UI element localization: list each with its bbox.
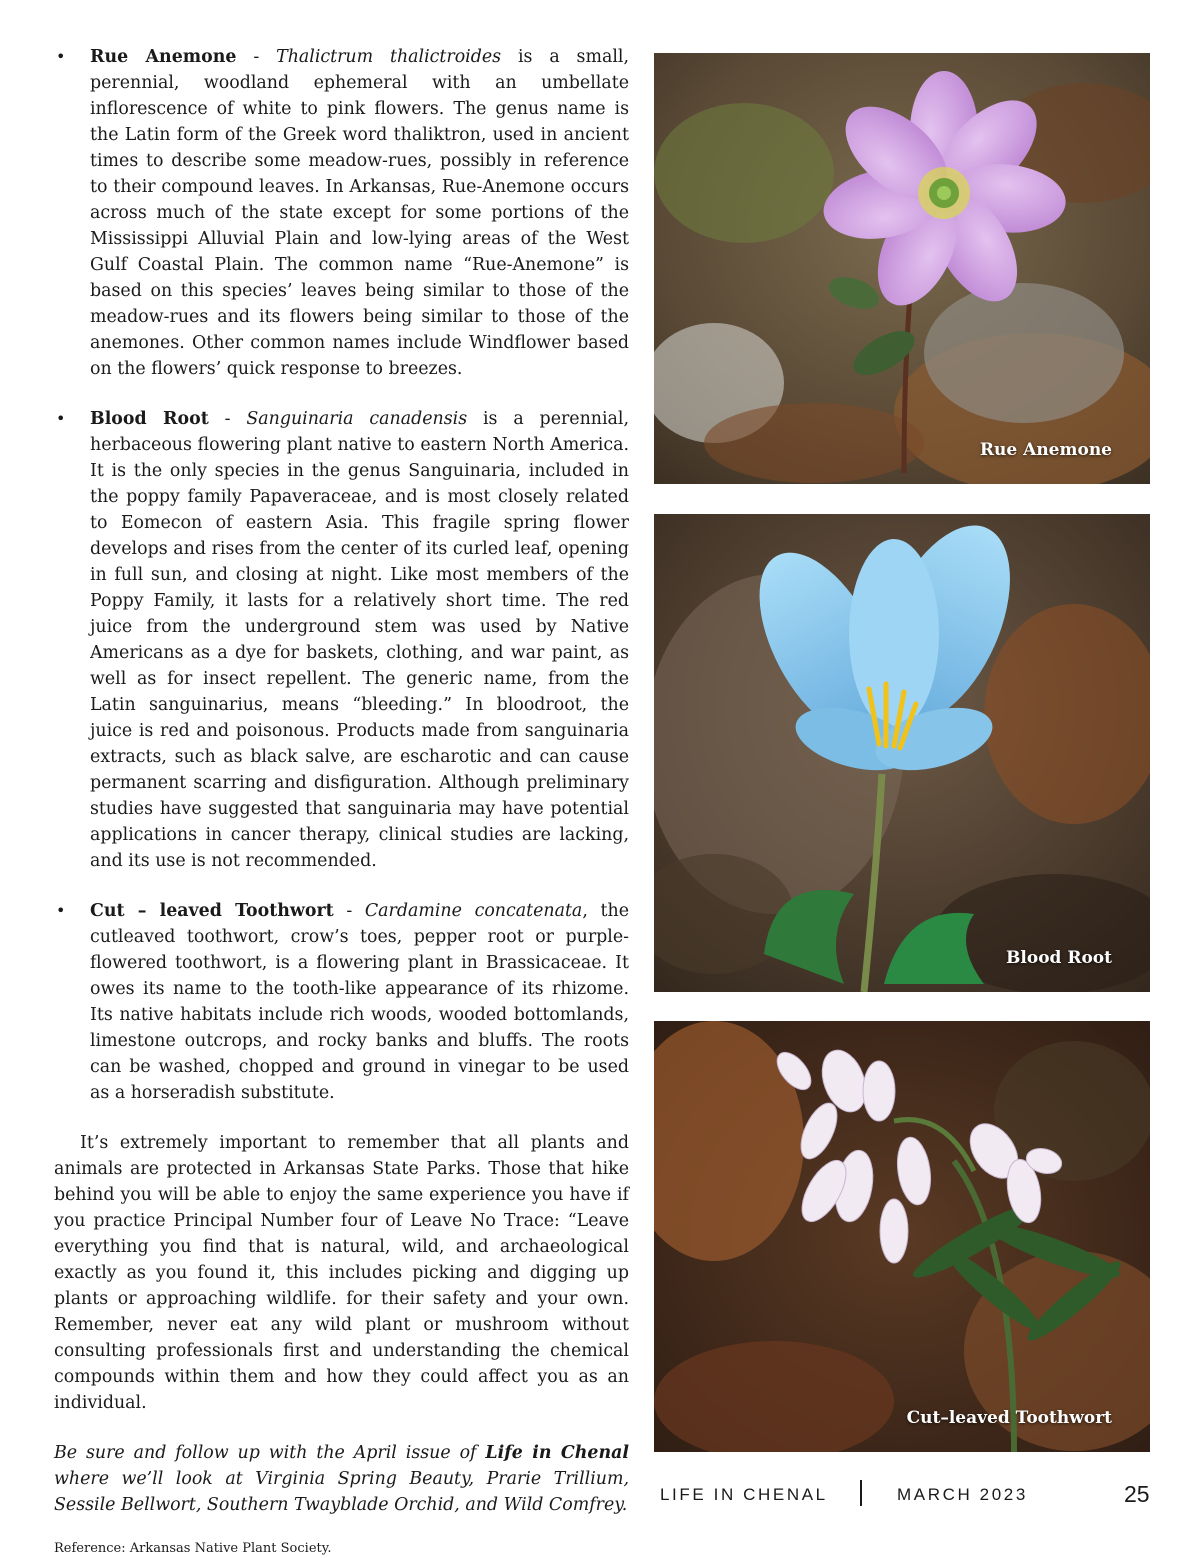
species-separator: - (236, 47, 277, 67)
species-list (54, 44, 629, 1106)
leave-no-trace-paragraph: It’s extremely important to remember that all plants and animals are protected in Arkansas State Parks. Those that hike behind you will be able to enjoy the same experience you have if you practice Principal Number four of Leave No Trace: “Leave everything you find that is natural, wild, and archaeological exactly as you found it, this includes picking and digging up plants or approaching wildlife. for their safety and your own. Remember, never eat any wild plant or mushroom without consulting professionals first and understanding the chemical compounds within them and how they could affect you as an individual. (54, 1133, 629, 1413)
photo-caption: Blood Root (1006, 948, 1112, 968)
article-column (54, 44, 629, 1558)
photo-rue-anemone (654, 53, 1150, 484)
species-item-rue-anemone (54, 44, 629, 382)
species-item-toothwort (54, 898, 629, 1106)
blood-root-image (654, 514, 1150, 992)
footer-publication: LIFE IN CHENAL (660, 1485, 828, 1504)
species-common-name: Rue Anemone (90, 47, 237, 67)
species-description: is a small, perennial, woodland ephemeral with an umbellate inflorescence of white to pink flowers. The genus name is the Latin form of the Greek word thaliktron, used in ancient times to describe some meadow-rues, possibly in reference to their compound leaves. In Arkansas, Rue-Anemone occurs across much of the state except for some portions of the Mississippi Alluvial Plain and low-lying areas of the West Gulf Coastal Plain. The common name “Rue-Anemone” is based on this species’ leaves being similar to those of the meadow-rues and its flowers being similar to those of the anemones. Other common names include Windflower based on the flowers’ quick response to breezes. (90, 47, 629, 379)
photo-blood-root (654, 514, 1150, 992)
species-separator: - (208, 409, 247, 429)
species-separator: - (333, 901, 365, 921)
bullet-icon: • (56, 409, 66, 428)
footer-divider (860, 1480, 862, 1506)
rue-anemone-image (654, 53, 1150, 484)
species-description: is a perennial, herbaceous flowering plant native to eastern North America. It is the only species in the genus Sanguinaria, included in the poppy family Papaveraceae, and is most closely related to Eomecon of eastern Asia. This fragile spring flower develops and rises from the center of its curled leaf, opening in full sun, and closing at night. Like most members of the Poppy Family, it lasts for a relatively short time. The red juice from the underground stem was used by Native Americans as a dye for baskets, clothing, and war paint, as well as for insect repellent. The generic name, from the Latin sanguinarius, means “bleeding.” In bloodroot, the juice is red and poisonous. Products made from sanguinaria extracts, such as black salve, are escharotic and can cause permanent scarring and disfiguration. Although preliminary studies have suggested that sanguinaria may have potential applications in cancer therapy, clinical studies are lacking, and its use is not recommended. (90, 409, 630, 871)
photo-toothwort (654, 1021, 1150, 1452)
reference-note: Reference: Arkansas Native Plant Society. (54, 1541, 332, 1556)
page-footer (660, 1482, 1160, 1512)
species-common-name: Blood Root (90, 409, 209, 429)
page-number: 25 (1124, 1481, 1150, 1507)
followup-before: Be sure and follow up with the April issue of (54, 1443, 486, 1463)
footer-issue: MARCH 2023 (897, 1485, 1028, 1504)
species-description: , the cutleaved toothwort, crow’s toes, pepper root or purple-flowered toothwort, is a flowering plant in Brassicaceae. It owes its name to the tooth-like appearance of its rhizome. Its native habitats include rich woods, wooded bottomlands, limestone outcrops, and rocky banks and bluffs. The roots can be washed, chopped and ground in vinegar to be used as a horseradish substitute. (90, 901, 629, 1103)
photo-caption: Rue Anemone (979, 440, 1112, 460)
magazine-name: Life in Chenal (485, 1443, 629, 1463)
species-scientific-name: Thalictrum thalictroides (276, 47, 502, 67)
bullet-icon: • (56, 47, 66, 66)
species-scientific-name: Sanguinaria canadensis (246, 409, 468, 429)
photo-caption: Cut–leaved Toothwort (906, 1408, 1112, 1428)
species-scientific-name: Cardamine concatenata (364, 901, 583, 921)
followup-note (54, 1440, 629, 1518)
followup-after: where we’ll look at Virginia Spring Beauty, Prarie Trillium, Sessile Bellwort, Southern Twayblade Orchid, and Wild Comfrey. (54, 1469, 629, 1515)
species-item-blood-root (54, 406, 629, 874)
bullet-icon: • (56, 901, 66, 920)
species-common-name: Cut – leaved Toothwort (90, 901, 334, 921)
toothwort-image (654, 1021, 1150, 1452)
